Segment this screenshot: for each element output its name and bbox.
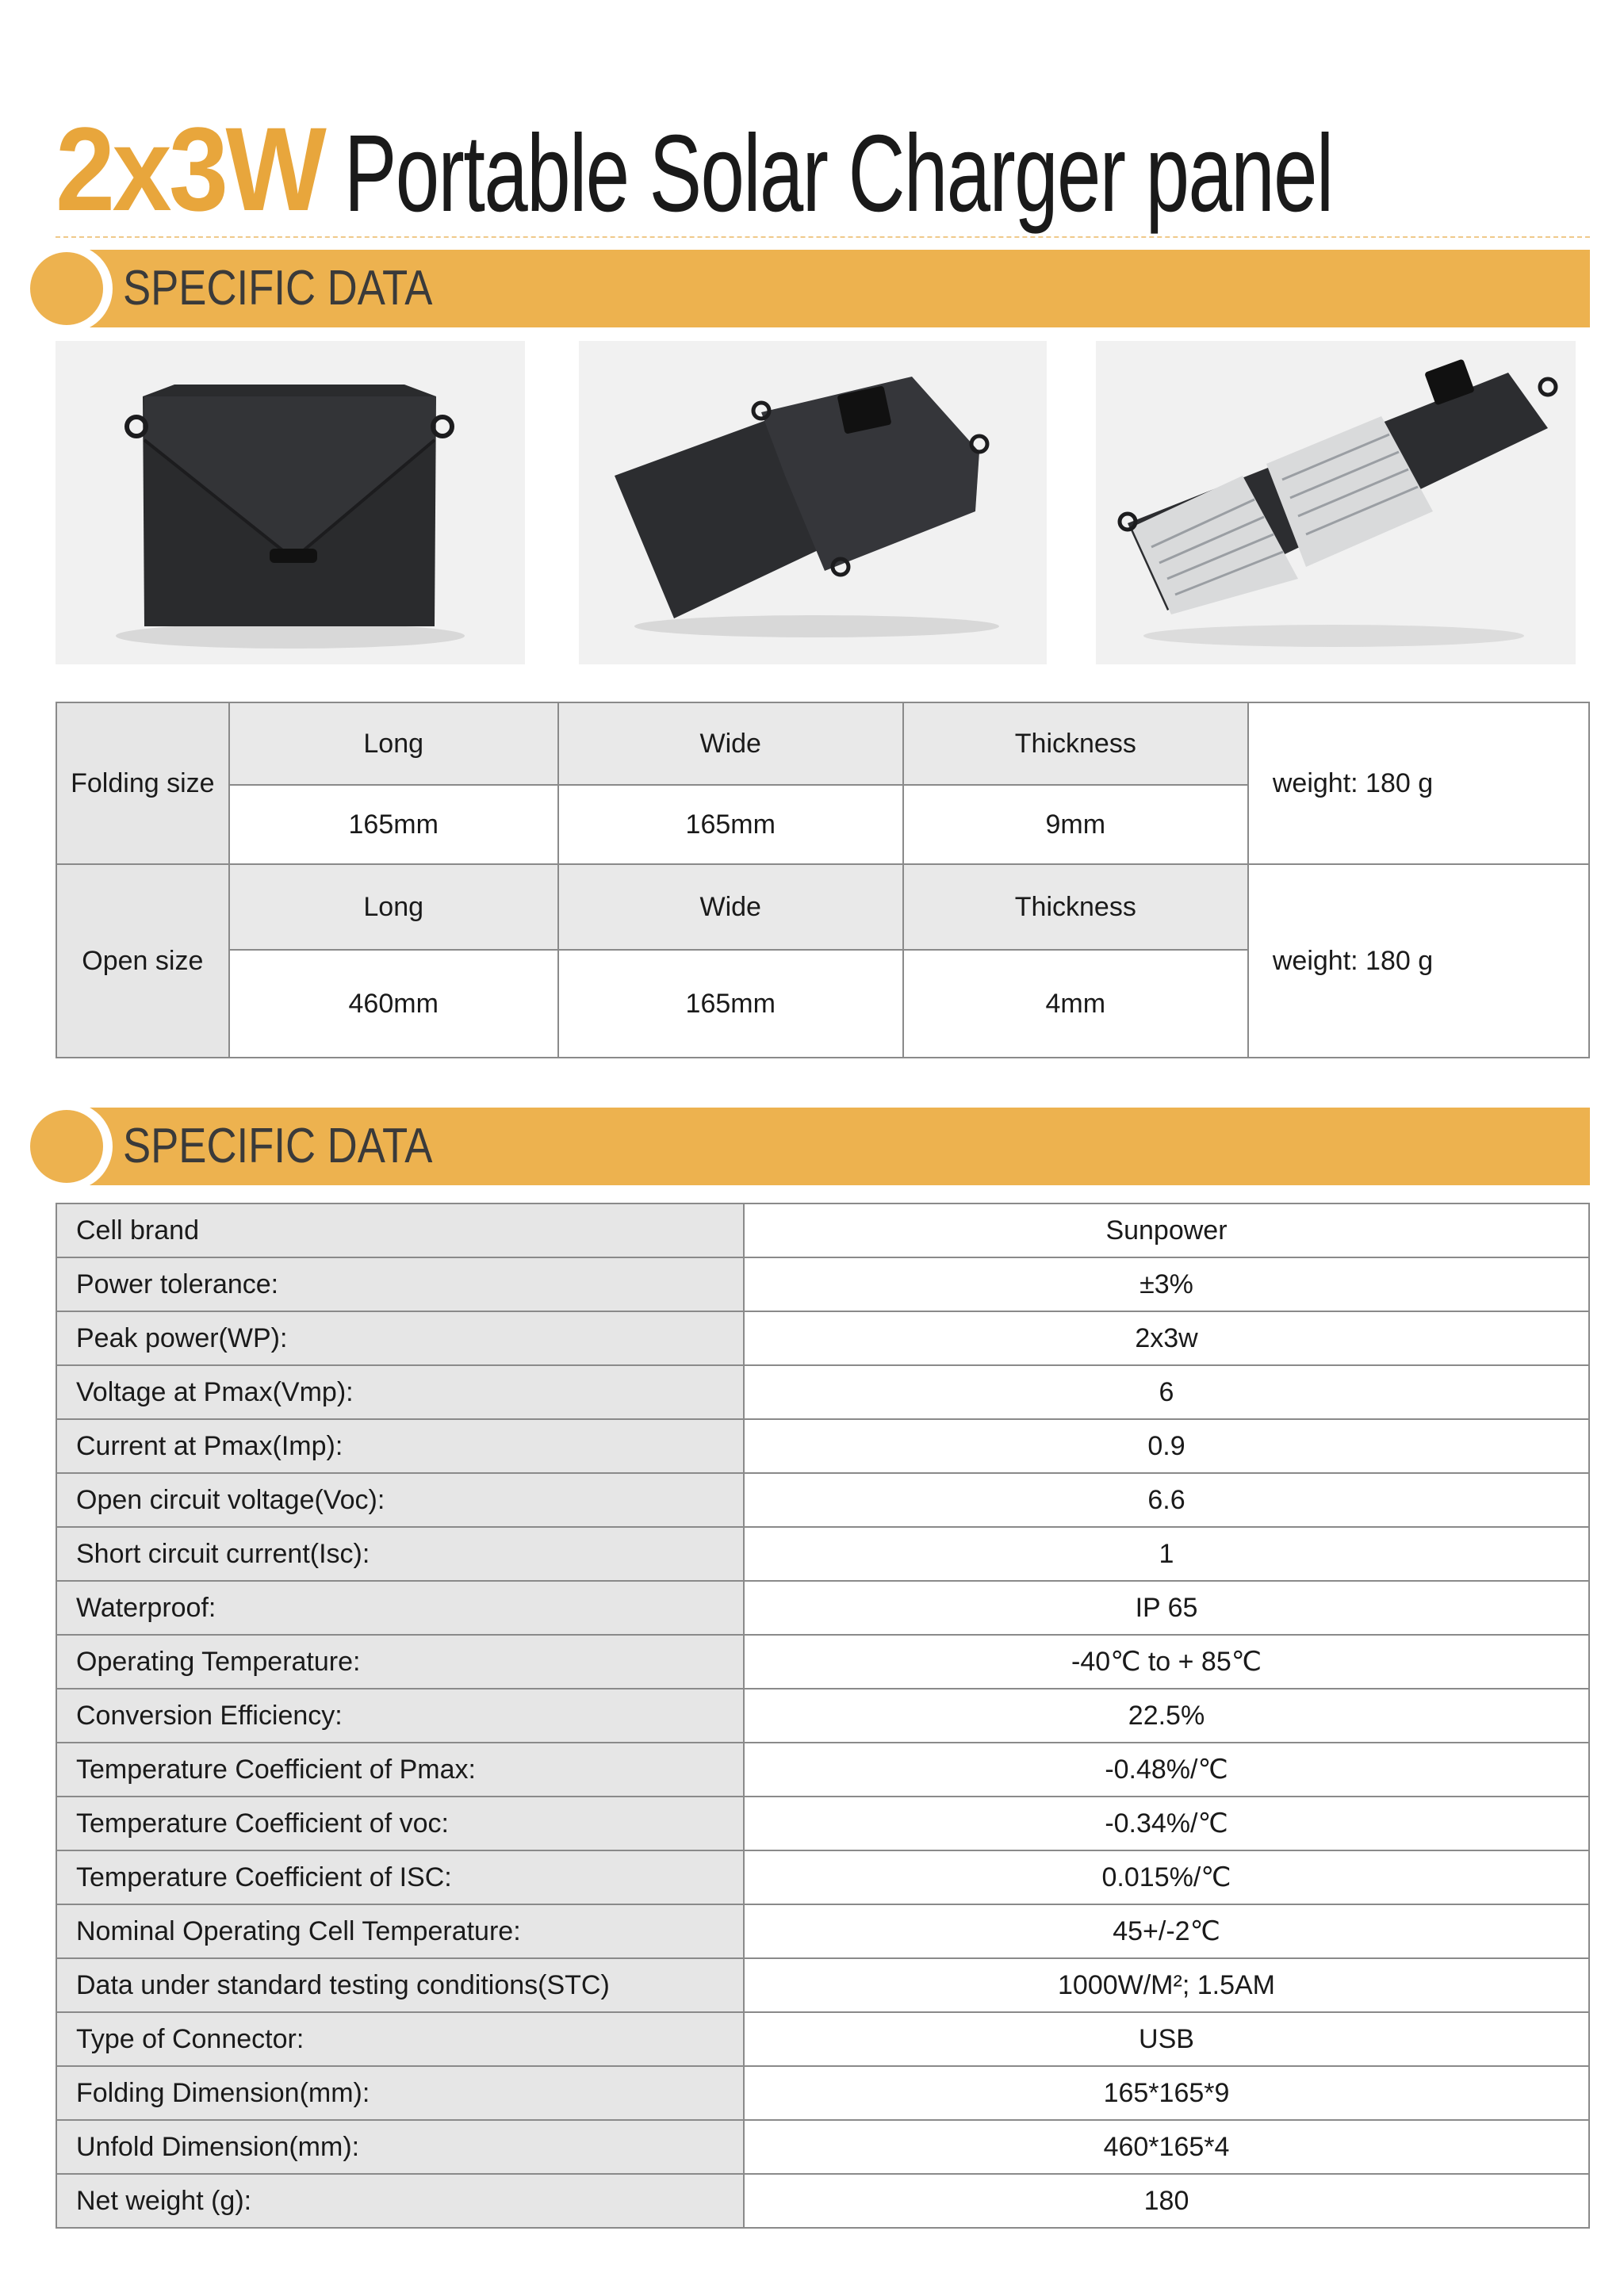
spec-value: 45+/-2℃ [744, 1904, 1589, 1958]
spec-value: Sunpower [744, 1203, 1589, 1257]
table-row [56, 1689, 1589, 1743]
spec-value: 460*165*4 [744, 2120, 1589, 2174]
table-row [56, 1203, 1589, 1257]
table-row [56, 1743, 1589, 1797]
spec-value: -0.34%/℃ [744, 1797, 1589, 1850]
size-header-wide: Wide [558, 702, 903, 785]
size-value-thickness: 4mm [903, 950, 1248, 1058]
size-row-label: Folding size [56, 702, 229, 864]
spec-value: 180 [744, 2174, 1589, 2228]
spec-key: Temperature Coefficient of Pmax: [56, 1743, 744, 1797]
spec-key: Voltage at Pmax(Vmp): [56, 1365, 744, 1419]
spec-value: 1 [744, 1527, 1589, 1581]
table-row [56, 1797, 1589, 1850]
spec-key: Cell brand [56, 1203, 744, 1257]
dashed-divider [56, 236, 1590, 238]
spec-key: Peak power(WP): [56, 1311, 744, 1365]
size-header-wide: Wide [558, 864, 903, 950]
half-open-panel-photo [579, 341, 1047, 664]
spec-key: Folding Dimension(mm): [56, 2066, 744, 2120]
open-panel-photo [1096, 341, 1576, 664]
size-weight: weight: 180 g [1248, 702, 1589, 864]
spec-value: 0.9 [744, 1419, 1589, 1473]
title-accent: 2x3W [56, 102, 324, 235]
spec-key: Power tolerance: [56, 1257, 744, 1311]
spec-value: -0.48%/℃ [744, 1743, 1589, 1797]
table-row [56, 1635, 1589, 1689]
table-row [56, 1904, 1589, 1958]
table-row [56, 1419, 1589, 1473]
spec-key: Unfold Dimension(mm): [56, 2120, 744, 2174]
table-row [56, 2120, 1589, 2174]
spec-key: Temperature Coefficient of ISC: [56, 1850, 744, 1904]
spec-key: Open circuit voltage(Voc): [56, 1473, 744, 1527]
spec-table [56, 1203, 1590, 2229]
size-value-wide: 165mm [558, 950, 903, 1058]
table-row [56, 1850, 1589, 1904]
table-row [56, 1311, 1589, 1365]
spec-value: 1000W/M²; 1.5AM [744, 1958, 1589, 2012]
size-value-long: 165mm [229, 785, 558, 864]
spec-value: 22.5% [744, 1689, 1589, 1743]
size-value-wide: 165mm [558, 785, 903, 864]
spec-value: 6.6 [744, 1473, 1589, 1527]
spec-value: USB [744, 2012, 1589, 2066]
spec-value: -40℃ to + 85℃ [744, 1635, 1589, 1689]
spec-key: Net weight (g): [56, 2174, 744, 2228]
section-title: SPECIFIC DATA [123, 1119, 433, 1173]
table-row [56, 1257, 1589, 1311]
spec-key: Short circuit current(Isc): [56, 1527, 744, 1581]
table-row [56, 1527, 1589, 1581]
table-row [56, 1958, 1589, 2012]
section-header-1 [75, 250, 1590, 327]
spec-key: Operating Temperature: [56, 1635, 744, 1689]
table-row [56, 1365, 1589, 1419]
table-row [56, 2012, 1589, 2066]
spec-key: Type of Connector: [56, 2012, 744, 2066]
spec-value: IP 65 [744, 1581, 1589, 1635]
section-header-2 [75, 1108, 1590, 1185]
spec-key: Current at Pmax(Imp): [56, 1419, 744, 1473]
size-header-thickness: Thickness [903, 702, 1248, 785]
spec-value: ±3% [744, 1257, 1589, 1311]
page-title [56, 94, 1624, 235]
spec-value: 0.015%/℃ [744, 1850, 1589, 1904]
spec-value: 165*165*9 [744, 2066, 1589, 2120]
spec-key: Nominal Operating Cell Temperature: [56, 1904, 744, 1958]
spec-value: 2x3w [744, 1311, 1589, 1365]
section-title: SPECIFIC DATA [123, 261, 433, 316]
size-row-label: Open size [56, 864, 229, 1058]
spec-key: Temperature Coefficient of voc: [56, 1797, 744, 1850]
spec-key: Conversion Efficiency: [56, 1689, 744, 1743]
size-header-long: Long [229, 864, 558, 950]
title-main: Portable Solar Charger panel [343, 113, 1333, 235]
table-row [56, 2066, 1589, 2120]
size-weight: weight: 180 g [1248, 864, 1589, 1058]
size-header-long: Long [229, 702, 558, 785]
size-value-long: 460mm [229, 950, 558, 1058]
table-row [56, 1473, 1589, 1527]
spec-value: 6 [744, 1365, 1589, 1419]
size-table [56, 702, 1590, 1058]
folded-panel-photo [56, 341, 525, 664]
spec-key: Waterproof: [56, 1581, 744, 1635]
table-row [56, 1581, 1589, 1635]
spec-key: Data under standard testing conditions(STC) [56, 1958, 744, 2012]
size-header-thickness: Thickness [903, 864, 1248, 950]
table-row [56, 2174, 1589, 2228]
size-value-thickness: 9mm [903, 785, 1248, 864]
